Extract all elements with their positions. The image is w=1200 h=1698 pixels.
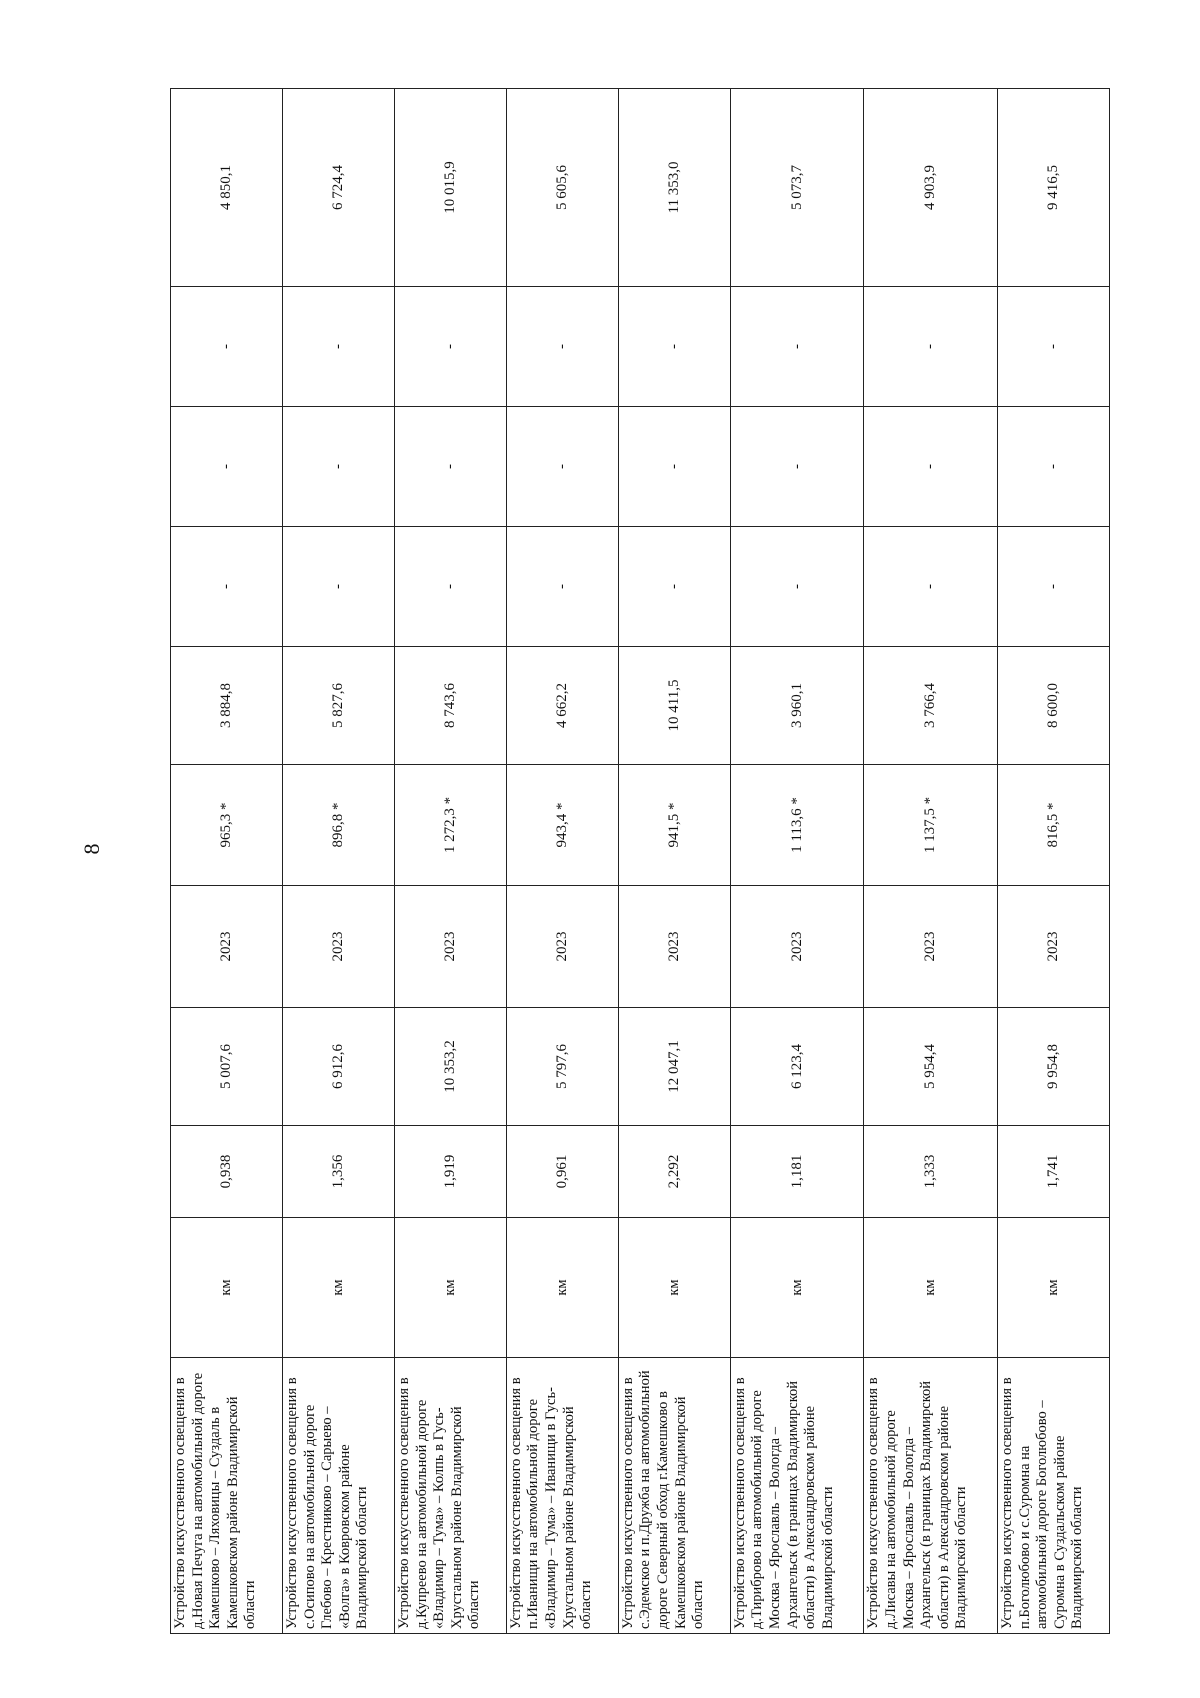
value-3: -: [618, 527, 730, 647]
year: 2023: [506, 886, 618, 1008]
object-name: Устройство искусственного освещения в д.Тириброво на автомобильной дороге Москва – Ярославль – Вологда – Архангельск (в границах Владимирской области) в Александровском районе Владимирской области: [730, 1358, 864, 1634]
table-row: [171, 89, 283, 1634]
unit: км: [864, 1218, 998, 1358]
length: 0,961: [506, 1126, 618, 1218]
value-2: 3 884,8: [171, 647, 283, 765]
length: 1,919: [394, 1126, 506, 1218]
value-4: -: [618, 407, 730, 527]
value-2: 5 827,6: [282, 647, 394, 765]
rotated-table-container: [170, 89, 1110, 1634]
unit: км: [997, 1218, 1109, 1358]
cost: 6 123,4: [730, 1008, 864, 1126]
value-2: 8 743,6: [394, 647, 506, 765]
value-4: -: [394, 407, 506, 527]
year: 2023: [282, 886, 394, 1008]
value-1: 1 113,6 *: [730, 765, 864, 886]
value-5: -: [730, 287, 864, 407]
value-5: -: [997, 287, 1109, 407]
total: 5 605,6: [506, 89, 618, 287]
length: 2,292: [618, 1126, 730, 1218]
cost: 5 797,6: [506, 1008, 618, 1126]
value-1: 816,5 *: [997, 765, 1109, 886]
total: 10 015,9: [394, 89, 506, 287]
value-1: 943,4 *: [506, 765, 618, 886]
value-5: -: [282, 287, 394, 407]
value-5: -: [618, 287, 730, 407]
object-name: Устройство искусственного освещения в п.Боголюбово и с.Суромна на автомобильной дороге Боголюбово – Суромна в Суздальском районе Владимирской области: [997, 1358, 1109, 1634]
cost: 5 007,6: [171, 1008, 283, 1126]
value-5: -: [864, 287, 998, 407]
value-5: -: [506, 287, 618, 407]
unit: км: [618, 1218, 730, 1358]
table-row: [618, 89, 730, 1634]
length: 1,741: [997, 1126, 1109, 1218]
value-3: -: [394, 527, 506, 647]
unit: км: [282, 1218, 394, 1358]
year: 2023: [171, 886, 283, 1008]
total: 9 416,5: [997, 89, 1109, 287]
year: 2023: [394, 886, 506, 1008]
object-name: Устройство искусственного освещения в д.Лисавы на автомобильной дороге Москва – Ярославль – Вологда – Архангельск (в границах Владимирской области) в Александровском районе Владимирской области: [864, 1358, 998, 1634]
length: 1,356: [282, 1126, 394, 1218]
unit: км: [394, 1218, 506, 1358]
value-1: 1 272,3 *: [394, 765, 506, 886]
year: 2023: [730, 886, 864, 1008]
value-3: -: [282, 527, 394, 647]
table-body: [171, 89, 1110, 1634]
value-3: -: [997, 527, 1109, 647]
year: 2023: [864, 886, 998, 1008]
object-name: Устройство искусственного освещения в д.Купреево на автомобильной дороге «Владимир – Тума» – Колпь в Гусь-Хрустальном районе Владимирской области: [394, 1358, 506, 1634]
unit: км: [730, 1218, 864, 1358]
value-3: -: [864, 527, 998, 647]
value-3: -: [730, 527, 864, 647]
total: 4 903,9: [864, 89, 998, 287]
value-4: -: [730, 407, 864, 527]
table-row: [864, 89, 998, 1634]
length: 1,333: [864, 1126, 998, 1218]
cost: 10 353,2: [394, 1008, 506, 1126]
year: 2023: [997, 886, 1109, 1008]
table-row: [394, 89, 506, 1634]
value-2: 10 411,5: [618, 647, 730, 765]
value-2: 8 600,0: [997, 647, 1109, 765]
object-name: Устройство искусственного освещения в с.Осипово на автомобильной дороге Глебово – Крестниково – Сарыево – «Волга» в Ковровском районе Владимирской области: [282, 1358, 394, 1634]
page-number: 8: [79, 843, 104, 855]
cost: 5 954,4: [864, 1008, 998, 1126]
value-4: -: [506, 407, 618, 527]
total: 6 724,4: [282, 89, 394, 287]
value-1: 941,5 *: [618, 765, 730, 886]
value-4: -: [282, 407, 394, 527]
year: 2023: [618, 886, 730, 1008]
value-3: -: [171, 527, 283, 647]
cost: 9 954,8: [997, 1008, 1109, 1126]
value-1: 896,8 *: [282, 765, 394, 886]
total: 11 353,0: [618, 89, 730, 287]
lighting-works-table: [170, 88, 1110, 1634]
table-row: [282, 89, 394, 1634]
value-4: -: [864, 407, 998, 527]
length: 0,938: [171, 1126, 283, 1218]
total: 5 073,7: [730, 89, 864, 287]
cost: 12 047,1: [618, 1008, 730, 1126]
cost: 6 912,6: [282, 1008, 394, 1126]
value-2: 3 960,1: [730, 647, 864, 765]
value-1: 1 137,5 *: [864, 765, 998, 886]
value-5: -: [171, 287, 283, 407]
value-4: -: [171, 407, 283, 527]
value-5: -: [394, 287, 506, 407]
value-4: -: [997, 407, 1109, 527]
table-row: [506, 89, 618, 1634]
unit: км: [171, 1218, 283, 1358]
unit: км: [506, 1218, 618, 1358]
total: 4 850,1: [171, 89, 283, 287]
table-row: [730, 89, 864, 1634]
value-1: 965,3 *: [171, 765, 283, 886]
value-2: 4 662,2: [506, 647, 618, 765]
object-name: Устройство искусственного освещения в п.Иванищи на автомобильной дороге «Владимир – Тума» – Иванищи в Гусь-Хрустальном районе Владимирской области: [506, 1358, 618, 1634]
table-row: [997, 89, 1109, 1634]
value-3: -: [506, 527, 618, 647]
object-name: Устройство искусственного освещения в с.Эдемское и п.Дружба на автомобильной дороге Северный обход г.Камешково в Камешковском районе Владимирской области: [618, 1358, 730, 1634]
value-2: 3 766,4: [864, 647, 998, 765]
length: 1,181: [730, 1126, 864, 1218]
object-name: Устройство искусственного освещения в д.Новая Печуга на автомобильной дороге Камешково – Ляховицы – Суздаль в Камешковском районе Владимирской области: [171, 1358, 283, 1634]
